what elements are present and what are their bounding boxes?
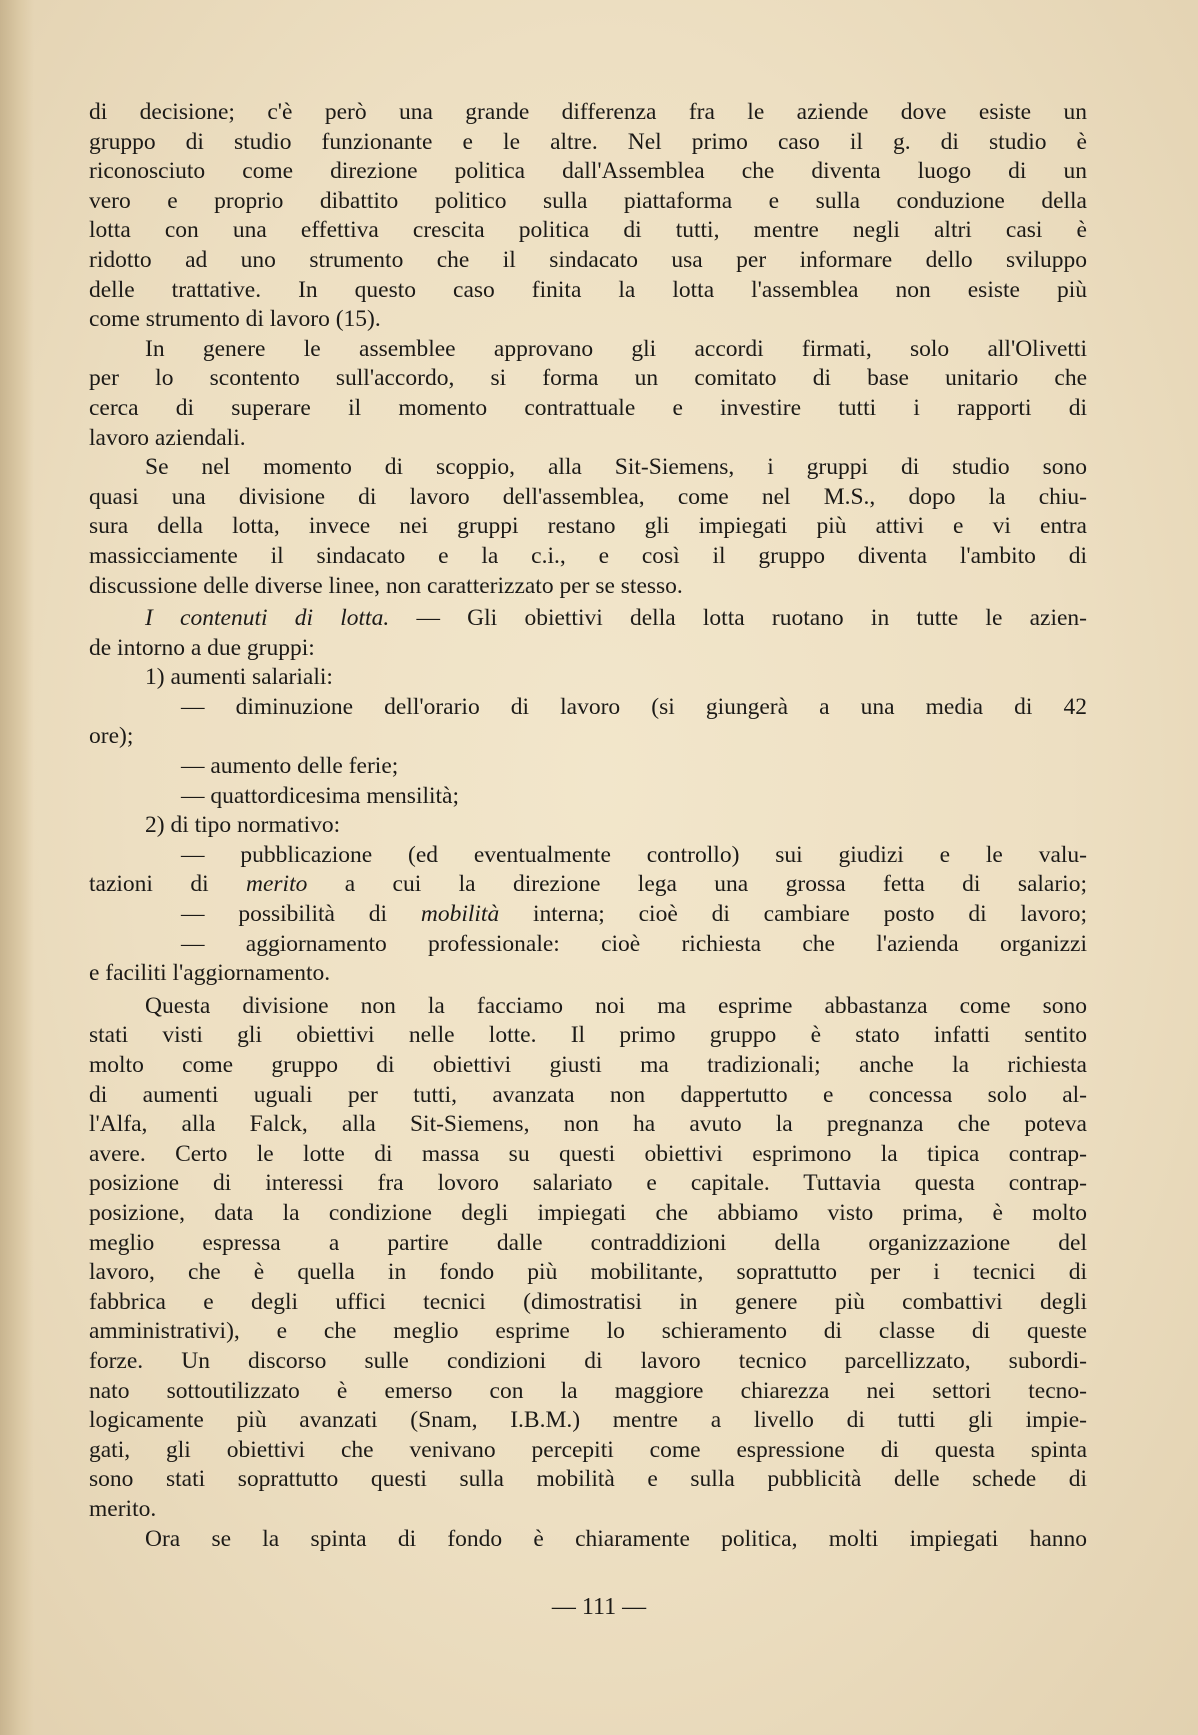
text-line: vero e proprio dibattito politico sulla piattaforma e sulla conduzione della	[89, 187, 1087, 214]
text-line: amministrativi), e che meglio esprime lo schieramento di classe di queste	[89, 1318, 1087, 1345]
list-item-continuation: e faciliti l'aggiornamento.	[89, 960, 331, 987]
page-body-text	[89, 98, 1087, 1554]
emphasis-text: mobilità	[420, 901, 500, 928]
text-line: massicciamente il sindacato e la c.i., e così il gruppo diventa l'ambito di	[89, 542, 1087, 569]
text-line: logicamente più avanzati (Snam, I.B.M.) mentre a livello di tutti gli impie-	[89, 1407, 1087, 1434]
text-line: sono stati soprattutto questi sulla mobilità e sulla pubblicità delle schede di	[89, 1466, 1087, 1493]
text-line: l'Alfa, alla Falck, alla Sit-Siemens, non ha avuto la pregnanza che poteva	[89, 1111, 1087, 1138]
text-line: fabbrica e degli uffici tecnici (dimostratisi in genere più combattivi degli	[89, 1288, 1087, 1315]
text-line: avere. Certo le lotte di massa su questi obiettivi esprimono la tipica contrap-	[89, 1140, 1087, 1167]
text-line: lotta con una effettiva crescita politica di tutti, mentre negli altri casi è	[89, 217, 1087, 244]
text-line: nato sottoutilizzato è emerso con la maggiore chiarezza nei settori tecno-	[89, 1377, 1087, 1404]
text-fragment: a cui la direzione lega una grossa fetta di salario;	[307, 871, 1087, 898]
text-line: per lo scontento sull'accordo, si forma un comitato di base unitario che	[89, 365, 1087, 392]
text-line: meglio espressa a partire dalle contraddizioni della organizzazione del	[89, 1229, 1087, 1256]
list-item: — pubblicazione (ed eventualmente controllo) sui giudizi e le valu-	[181, 841, 1087, 868]
text-line: posizione di interessi fra lovoro salariato e capitale. Tuttavia questa contrap-	[89, 1170, 1087, 1197]
text-line: cerca di superare il momento contrattuale e investire tutti i rapporti di	[89, 394, 1087, 421]
text-line: Se nel momento di scoppio, alla Sit-Siemens, i gruppi di studio sono	[145, 454, 1087, 481]
list-item-continuation	[89, 870, 1087, 900]
text-line: riconosciuto come direzione politica dall'Assemblea che diventa luogo di un	[89, 158, 1087, 185]
text-line: Questa divisione non la facciamo noi ma esprime abbastanza come sono	[145, 992, 1087, 1019]
text-line: In genere le assemblee approvano gli accordi firmati, solo all'Olivetti	[145, 335, 1087, 362]
page-number: — 111 —	[551, 1594, 647, 1620]
list-item-continuation: ore);	[89, 723, 134, 750]
text-line: Ora se la spinta di fondo è chiaramente politica, molti impiegati hanno	[145, 1525, 1087, 1552]
text-line: delle trattative. In questo caso finita la lotta l'assemblea non esiste più	[89, 276, 1087, 303]
text-line: di decisione; c'è però una grande differenza fra le aziende dove esiste un	[89, 99, 1087, 125]
text-line: lavoro aziendali.	[89, 424, 246, 451]
text-line: stati visti gli obiettivi nelle lotte. Il primo gruppo è stato infatti sentito	[89, 1022, 1087, 1049]
list-item	[89, 900, 1087, 930]
list-item: — aumento delle ferie;	[181, 753, 399, 780]
text-line: lavoro, che è quella in fondo più mobilitante, soprattutto per i tecnici di	[89, 1259, 1087, 1286]
emphasis-text: merito	[246, 871, 308, 898]
text-line: forze. Un discorso sulle condizioni di lavoro tecnico parcellizzato, subordi-	[89, 1347, 1087, 1374]
text-line: gruppo di studio funzionante e le altre. Nel primo caso il g. di studio è	[89, 128, 1087, 155]
section-heading-line	[89, 604, 1087, 634]
text-fragment: tazioni di	[89, 871, 246, 898]
text-line: gati, gli obiettivi che venivano percepiti come espressione di questa spinta	[89, 1436, 1087, 1463]
text-line: merito.	[89, 1495, 157, 1522]
list-item: — quattordicesima mensilità;	[181, 782, 460, 809]
text-line: posizione, data la condizione degli impiegati che abbiamo visto prima, è molto	[89, 1199, 1087, 1226]
text-line: molto come gruppo di obiettivi giusti ma tradizionali; anche la richiesta	[89, 1052, 1087, 1078]
text-line: quasi una divisione di lavoro dell'assemblea, come nel M.S., dopo la chiu-	[89, 483, 1087, 510]
text-fragment: — possibilità di	[181, 901, 421, 928]
text-line: di aumenti uguali per tutti, avanzata non dappertutto e concessa solo al-	[89, 1081, 1087, 1108]
text-line: come strumento di lavoro (15).	[89, 306, 381, 333]
text-fragment: interna; cioè di cambiare posto di lavoro;	[499, 901, 1087, 928]
list-label: 2) di tipo normativo:	[145, 812, 341, 839]
text-line: sura della lotta, invece nei gruppi restano gli impiegati più attivi e vi entra	[89, 513, 1087, 540]
list-label: 1) aumenti salariali:	[145, 664, 333, 691]
section-title: I contenuti di lotta.	[145, 605, 390, 632]
text-line: discussione delle diverse linee, non caratterizzato per se stesso.	[89, 572, 683, 599]
text-line: de intorno a due gruppi:	[89, 634, 315, 661]
list-item: — diminuzione dell'orario di lavoro (si giungerà a una media di 42	[181, 693, 1087, 720]
list-item: — aggiornamento professionale: cioè richiesta che l'azienda organizzi	[181, 930, 1087, 957]
text-fragment: — Gli obiettivi della lotta ruotano in tutte le azien-	[416, 605, 1087, 632]
text-line: ridotto ad uno strumento che il sindacato usa per informare dello sviluppo	[89, 246, 1087, 273]
